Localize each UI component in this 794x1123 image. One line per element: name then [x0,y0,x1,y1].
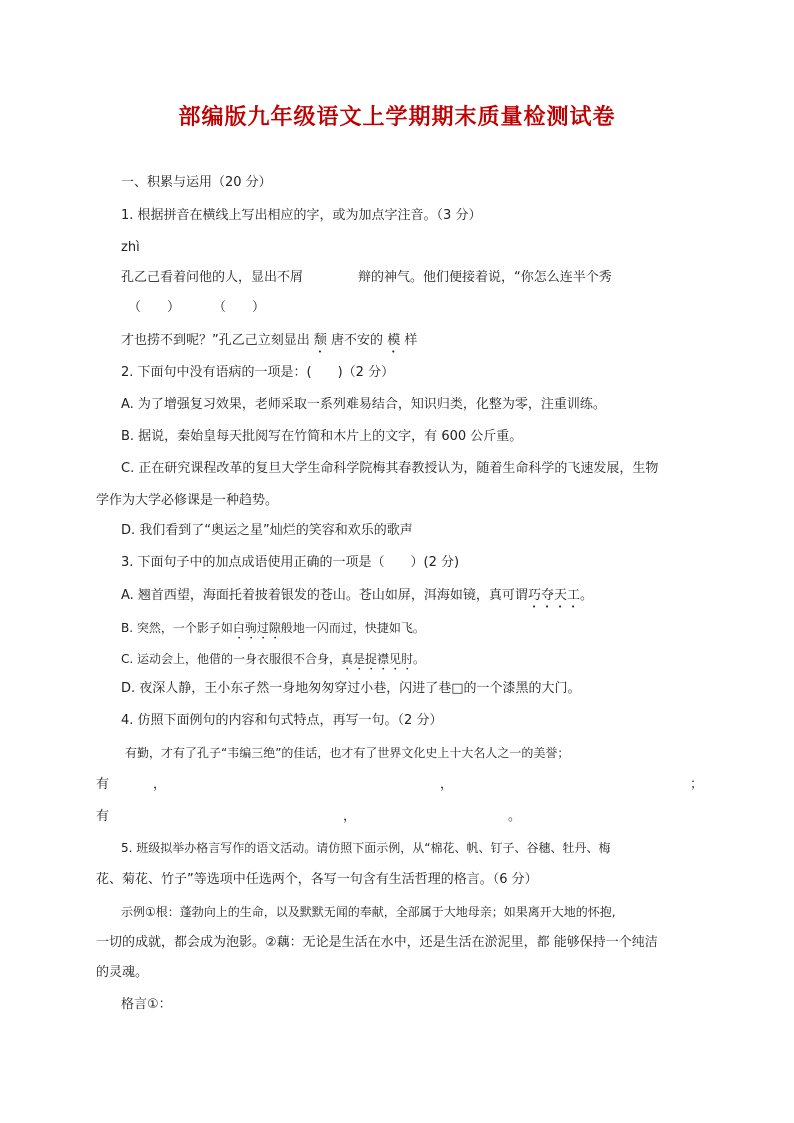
q5-stem-line1: 5. 班级拟举办格言写作的语文活动。请仿照下面示例，从“棉花、帆、钉子、谷穗、牡丹、梅 [121,841,611,855]
q1-line1: 孔乙己看着问他的人，显出不屑 [121,270,304,285]
q4-blank-comma-1: ， [153,777,167,792]
q4-blank-comma-3: ， [343,809,357,824]
q4-blank-semicolon: ； [690,777,704,792]
q1-line1-tail: 辩的神气。他们便接着说，“你怎么连半个秀 [358,270,612,285]
q5-motto-label: 格言①： [121,997,172,1012]
section-heading: 一、积累与运用（20 分） [121,175,272,190]
q3-option-c: C. 运动会上，他借的一身衣服很不合身，真是捉襟见肘。 [121,652,426,666]
q3-option-a: A. 翘首西望，海面托着披着银发的苍山。苍山如屏，洱海如镜，真可谓巧夺天工。 [121,588,593,603]
q5-example-line3: 的灵魂。 [96,965,149,980]
q2-option-c-line2: 学作为大学必修课是一种趋势。 [96,493,279,508]
q2-option-d: D. 我们看到了“奥运之星”灿烂的笑容和欢乐的歌声 [121,523,413,538]
q4-blank-comma-2: ， [440,777,454,792]
q1-pinyin: zhì [121,240,140,255]
q3-option-b: B. 突然，一个影子如白驹过隙般地一闪而过，快捷如飞。 [121,621,425,635]
q2-option-a: A. 为了增强复习效果，老师采取一系列难易结合，知识归类，化整为零，注重训练。 [121,397,606,412]
dotted-char-1: 颓 [313,333,327,348]
q1-line2: 才也捞不到呢？”孔乙己立刻显出 颓 唐不安的 模 样 [121,333,418,348]
q5-example-line2: 一切的成就，都会成为泡影。②藕：无论是生活在水中，还是生活在淤泥里，都 能够保持一个纯洁 [96,935,658,950]
q4-blank-period: 。 [508,809,522,824]
q2-option-b: B. 据说，秦始皇每天批阅写在竹简和木片上的文字，有 600 公斤重。 [121,429,523,444]
dotted-char-2: 模 [387,333,401,348]
dotted-idiom-b: 白驹过隙 [232,621,281,635]
q1-stem: 1. 根据拼音在横线上写出相应的字，或为加点字注音。（3 分） [121,208,482,223]
q4-blank-you-2: 有 [96,809,110,824]
q1-answer-paren-1[interactable]: （ ） [128,300,181,315]
q2-stem: 2. 下面句中没有语病的一项是：( )（2 分） [121,365,395,380]
q1-answer-paren-2[interactable]: （ ） [213,300,266,315]
dotted-idiom-c: 真是捉襟见肘 [341,652,414,666]
page-title: 部编版九年级语文上学期期末质量检测试卷 [178,104,616,130]
q5-stem-line2: 花、菊花、竹子”等选项中任选两个，各写一句含有生活哲理的格言。（6 分） [96,872,538,887]
q3-option-d: D. 夜深人静，王小东孑然一身地匆匆穿过小巷，闪进了巷□的一个漆黑的大门。 [121,681,581,696]
q5-example-line1: 示例①根：蓬勃向上的生命，以及默默无闻的奉献，全部属于大地母亲；如果离开大地的怀抱, [121,905,616,919]
q4-blank-you-1: 有 [96,777,110,792]
q2-option-c-line1: C. 正在研究课程改革的复旦大学生命科学院梅其春教授认为，随着生命科学的飞速发展，生物 [121,461,659,476]
q3-stem: 3. 下面句子中的加点成语使用正确的一项是（ ）(2 分) [121,555,460,570]
q4-stem: 4. 仿照下面例句的内容和句式特点，再写一句。（2 分） [121,713,443,728]
q4-example: 有勤，才有了孔子“韦编三绝”的佳话，也才有了世界文化史上十大名人之一的美誉； [125,746,570,760]
dotted-idiom-a: 巧夺天工 [527,588,580,603]
